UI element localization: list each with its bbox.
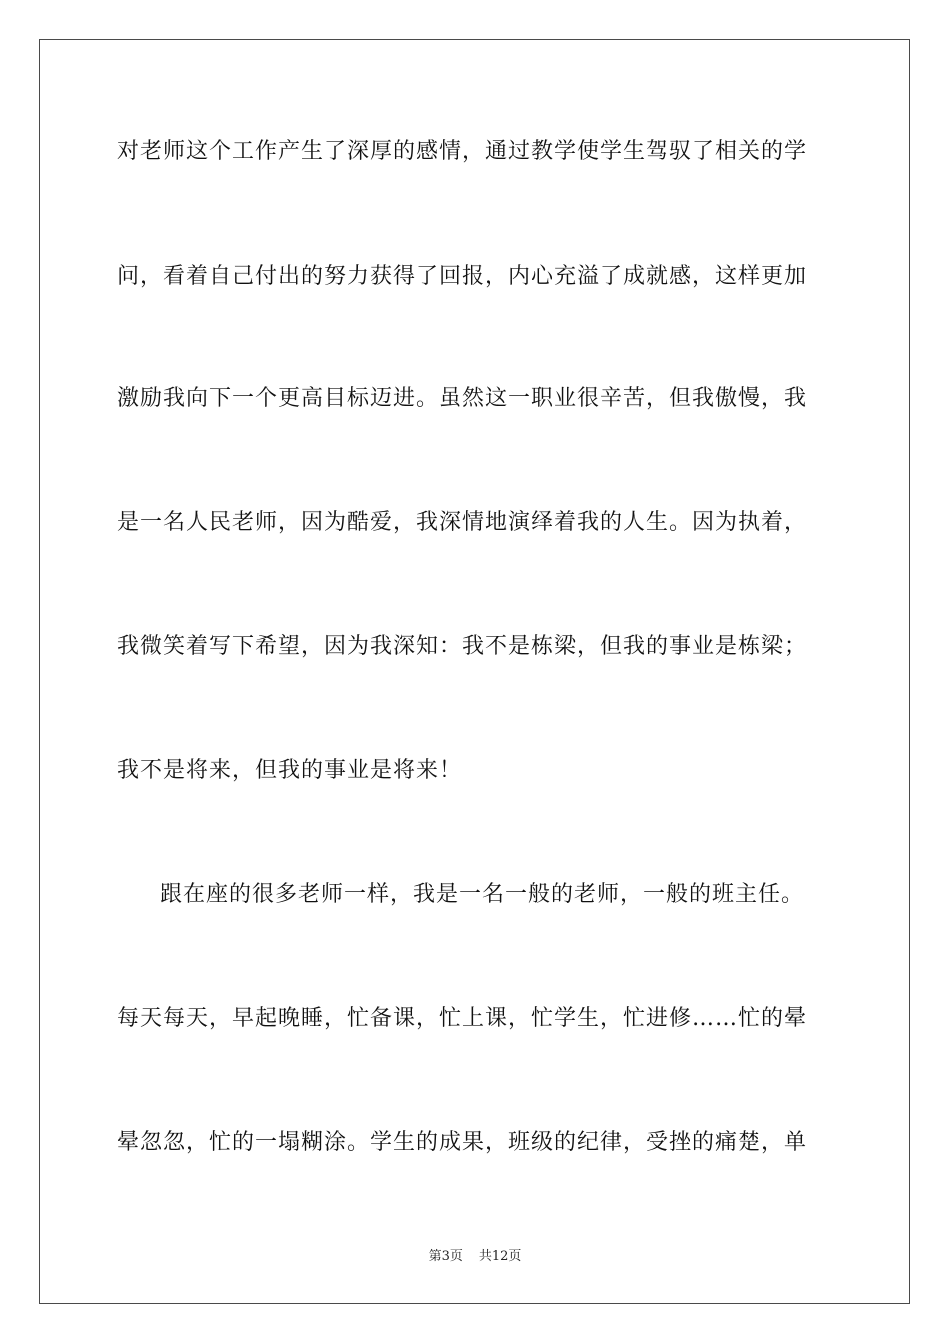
page-total: 共12页	[478, 1249, 522, 1264]
body-text-line: 激励我向下一个更高目标迈进。虽然这一职业很辛苦，但我傲慢，我	[117, 386, 808, 411]
paragraph-first-line: 跟在座的很多老师一样，我是一名一般的老师，一般的班主任。	[160, 882, 805, 907]
page-number: 第3页	[428, 1249, 463, 1264]
page-border	[39, 39, 910, 1304]
body-text-line: 问，看着自己付出的努力获得了回报，内心充溢了成就感，这样更加	[117, 264, 808, 289]
body-text-line: 晕忽忽，忙的一塌糊涂。学生的成果，班级的纪律，受挫的痛楚，单	[117, 1130, 808, 1155]
body-text-line: 我不是将来，但我的事业是将来！	[117, 758, 463, 783]
page-footer	[0, 1248, 950, 1266]
body-text-line: 我微笑着写下希望，因为我深知：我不是栋梁，但我的事业是栋梁；	[117, 634, 808, 659]
body-text-line: 对老师这个工作产生了深厚的感情，通过教学使学生驾驭了相关的学	[117, 139, 808, 164]
body-text-line: 是一名人民老师，因为酷爱，我深情地演绎着我的人生。因为执着，	[117, 510, 808, 535]
body-text-line: 每天每天，早起晚睡，忙备课，忙上课，忙学生，忙进修……忙的晕	[117, 1006, 808, 1031]
